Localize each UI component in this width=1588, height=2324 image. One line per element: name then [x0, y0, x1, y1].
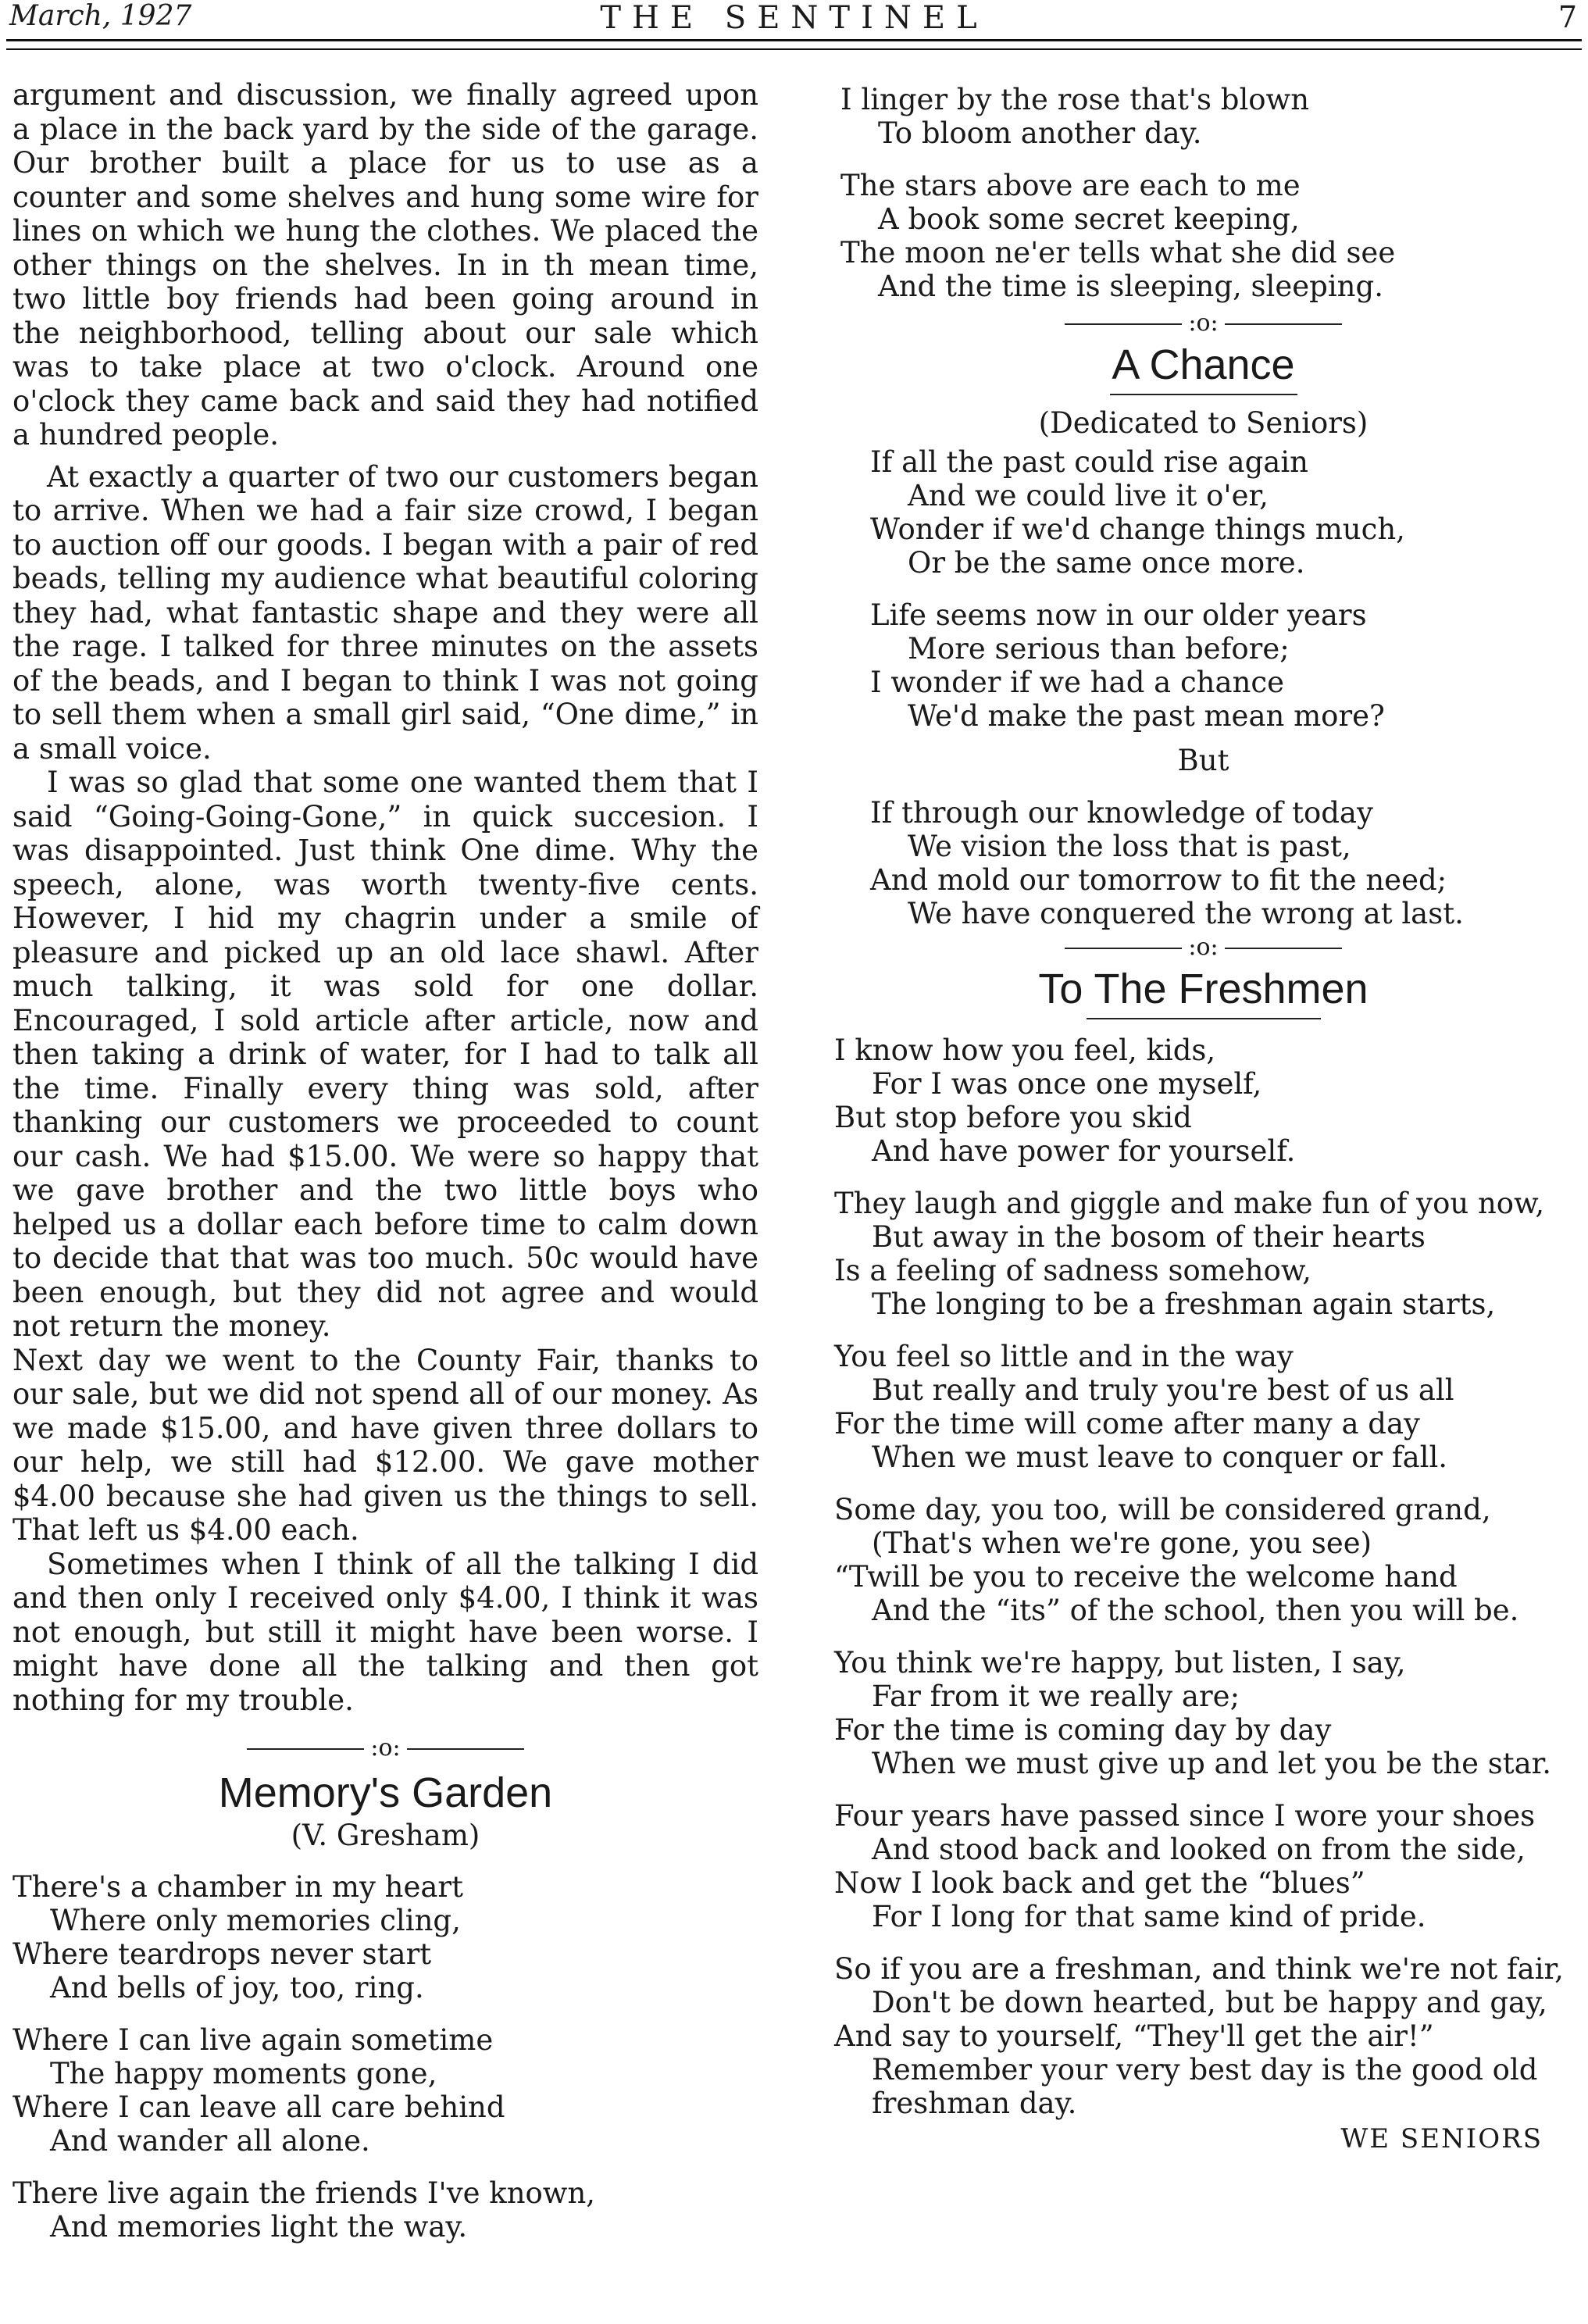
- section-separator: :o:: [834, 932, 1572, 963]
- poem-line: More serious than before;: [908, 632, 1290, 666]
- poem-line: There live again the friends I've known,: [12, 2176, 596, 2210]
- poem-a-chance: [834, 339, 1572, 930]
- poem-line: Don't be down hearted, but be happy and gay,: [872, 1986, 1547, 2019]
- story-paragraph: Sometimes when I think of all the talking I did and then only I received only $4.00, I think it was not enough, but still it might have been worse. I might have done all the talking and then got nothing for my trouble.: [12, 1547, 758, 1717]
- page-header: [0, 0, 1588, 45]
- poem-line: You think we're happy, but listen, I say,: [834, 1646, 1406, 1680]
- poem-line: We have conquered the wrong at last.: [908, 897, 1464, 930]
- story-paragraph: I was so glad that some one wanted them that I said “Going-Going-Gone,” in quick succesion. I was disappointed. Just think One dime. Why the speech, alone, was worth twenty-five cents. However, I hid my chagrin under a smile of pleasure and picked up an old lace shawl. After much talking, it was sold for one dollar. Encouraged, I sold article after article, now and then taking a drink of water, for I had to talk all the time. Finally every thing was sold, after thanking our customers we proceeded to count our cash. We had $15.00. We were so happy that we gave brother and the two little boys who helped us a dollar each before time to calm down to decide that that was too much. 50c would have been enough, but they did not agree and would not return the money.: [12, 766, 758, 1343]
- poem-line: Wonder if we'd change things much,: [870, 512, 1405, 546]
- poem-stanza: [12, 1870, 758, 2004]
- poem-line: Where teardrops never start: [12, 1937, 432, 1971]
- poem-line: To bloom another day.: [878, 116, 1202, 150]
- poem-line: The stars above are each to me: [840, 169, 1301, 202]
- poem-line: And wander all alone.: [50, 2124, 370, 2158]
- poem-stanza: [870, 598, 1572, 733]
- poem-line: You feel so little and in the way: [834, 1340, 1294, 1373]
- section-separator: :o:: [12, 1733, 758, 1764]
- issue-date: March, 1927: [9, 0, 192, 32]
- poem-stanza: [870, 796, 1572, 930]
- poem-line: So if you are a freshman, and think we're not fair,: [834, 1952, 1564, 1986]
- poem-stanza: [840, 169, 1572, 303]
- poem-line: Far from it we really are;: [872, 1680, 1240, 1713]
- story-paragraph: argument and discussion, we finally agreed upon a place in the back yard by the side of the garage. Our brother built a place for us to use as a counter and some shelves and hung some wire for lines on which we hung the clothes. We placed the other things on the shelves. In in th mean time, two little boy friends had been going around in the neighborhood, telling about our sale which was to take place at two o'clock. Around one o'clock they came back and said they had notified a hundred people.: [12, 78, 758, 452]
- poem-line: Now I look back and get the “blues”: [834, 1866, 1365, 1900]
- poem-line: I wonder if we had a chance: [870, 666, 1285, 699]
- poem-line: And mold our tomorrow to fit the need;: [870, 863, 1447, 897]
- poem-line: Where I can leave all care behind: [12, 2090, 505, 2124]
- poem-author: (V. Gresham): [291, 1819, 480, 1852]
- page-number: 7: [1558, 0, 1577, 34]
- poem-title: A Chance: [1112, 341, 1295, 388]
- poem-line: We'd make the past mean more?: [908, 699, 1385, 733]
- poem-line: The happy moments gone,: [50, 2057, 437, 2090]
- poem-line: Four years have passed since I wore your shoes: [834, 1799, 1536, 1833]
- poem-stanza: [834, 1033, 1572, 1168]
- poem-line: Is a feeling of sadness somehow,: [834, 1254, 1311, 1287]
- poem-line: When we must leave to conquer or fall.: [872, 1440, 1448, 1474]
- poem-line: There's a chamber in my heart: [12, 1870, 463, 1904]
- poem-line: If through our knowledge of today: [870, 796, 1373, 830]
- right-column: [834, 83, 1572, 2154]
- poem-line: Remember your very best day is the good old freshman day.: [872, 2053, 1538, 2120]
- poem-line: We vision the loss that is past,: [908, 830, 1351, 863]
- poem-stanza: [834, 1340, 1572, 1474]
- poem-stanza: [834, 1952, 1572, 2120]
- story-paragraph: Next day we went to the County Fair, thanks to our sale, but we did not spend all of our money. As we made $15.00, and have given three dollars to our help, we still had $12.00. We gave mother $4.00 because she had given us the things to sell. That left us $4.00 each.: [12, 1343, 758, 1547]
- poem-line: Where only memories cling,: [50, 1904, 461, 1937]
- poem-line: For the time is coming day by day: [834, 1713, 1332, 1747]
- poem-line: For I long for that same kind of pride.: [872, 1900, 1426, 1933]
- story-article: [12, 78, 758, 1717]
- poem-stanza: [834, 1187, 1572, 1321]
- poem-line: But away in the bosom of their hearts: [872, 1220, 1426, 1254]
- left-column: [12, 78, 758, 2244]
- story-paragraph: At exactly a quarter of two our customers began to arrive. When we had a fair size crowd, I began to auction off our goods. I began with a pair of red beads, telling my audience what beautiful coloring they had, what fantastic shape and they were all the rage. I talked for three minutes on the assets of the beads, and I began to think I was not going to sell them when a small girl said, “One dime,” in a small voice.: [12, 459, 758, 766]
- poem-line: A book some secret keeping,: [878, 202, 1300, 236]
- poem-line: But really and truly you're best of us all: [872, 1373, 1454, 1407]
- header-rule-bottom: [6, 48, 1582, 50]
- poem-title: Memory's Garden: [218, 1769, 553, 1816]
- poem-line: And memories light the way.: [50, 2210, 468, 2244]
- poem-line: If all the past could rise again: [870, 445, 1309, 479]
- poem-line: But stop before you skid: [834, 1101, 1192, 1134]
- poem-line: And bells of joy, too, ring.: [50, 1971, 424, 2004]
- poem-line: For the time will come after many a day: [834, 1407, 1420, 1440]
- poem-to-the-freshmen: [834, 963, 1572, 2154]
- poem-title: To The Freshmen: [1038, 966, 1369, 1012]
- poem-line: And the time is sleeping, sleeping.: [878, 270, 1383, 303]
- poem-stanza: [840, 83, 1572, 150]
- poem-line: The moon ne'er tells what she did see: [840, 236, 1396, 270]
- poem-stanza: [12, 2023, 758, 2158]
- poem-stanza: [834, 1799, 1572, 1933]
- title-underline: [1110, 394, 1297, 395]
- poem-line: I know how you feel, kids,: [834, 1033, 1216, 1067]
- poem-line: I linger by the rose that's blown: [840, 83, 1310, 116]
- section-separator: :o:: [834, 308, 1572, 339]
- poem-line: When we must give up and let you be the star.: [872, 1747, 1552, 1780]
- poem-stanza: [870, 445, 1572, 580]
- poem-dedication: (Dedicated to Seniors): [1038, 406, 1369, 440]
- poem-interjection: But: [1177, 744, 1229, 777]
- poem-line: Some day, you too, will be considered grand,: [834, 1493, 1491, 1526]
- newspaper-title: THE SENTINEL: [600, 0, 988, 36]
- poem-line: The longing to be a freshman again starts,: [872, 1287, 1496, 1321]
- poem-line: They laugh and giggle and make fun of you now,: [834, 1187, 1545, 1220]
- poem-line: Where I can live again sometime: [12, 2023, 494, 2057]
- poem-stanza: [834, 1493, 1572, 1627]
- poem-line: And the “its” of the school, then you will be.: [872, 1594, 1519, 1627]
- poem-line: Or be the same once more.: [908, 546, 1305, 580]
- poem-stanza: [12, 2176, 758, 2244]
- poem-stanza: [834, 1646, 1572, 1780]
- header-rule-top: [6, 39, 1582, 41]
- poem-line: And we could live it o'er,: [908, 479, 1269, 512]
- title-underline: [1087, 1018, 1321, 1019]
- poem-line: And stood back and looked on from the side,: [872, 1833, 1526, 1866]
- poem-line: Life seems now in our older years: [870, 598, 1367, 632]
- poem-memorys-garden: [12, 1767, 758, 2244]
- poem-line: And have power for yourself.: [872, 1134, 1296, 1168]
- poem-line: And say to yourself, “They'll get the air!”: [834, 2019, 1434, 2053]
- poem-line: For I was once one myself,: [872, 1067, 1262, 1101]
- poem-line: “Twill be you to receive the welcome hand: [834, 1560, 1458, 1594]
- poem-line: (That's when we're gone, you see): [872, 1526, 1372, 1560]
- poem-signature: WE SENIORS: [1340, 2123, 1543, 2154]
- poem-memorys-garden-continued: [834, 83, 1572, 303]
